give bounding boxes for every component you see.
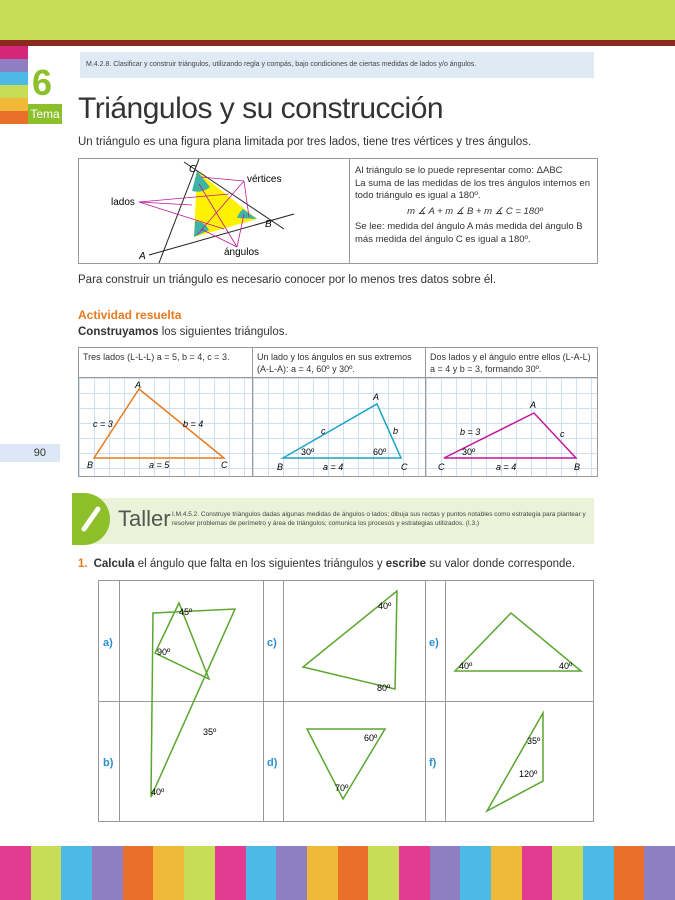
triangle-ala [253,378,426,476]
angle-a-2: 90º [157,647,171,657]
activity-cell-head: Un lado y los ángulos en sus extremos (A-L-A): a = 4, 60º y 30º. [253,348,425,378]
angle-d-1: 60º [364,733,378,743]
label-side-b: b [393,426,399,436]
top-color-bar [0,0,675,40]
angle-a-1: 45º [179,607,193,617]
item-label-c: c) [267,637,277,649]
item-label-f: f) [429,757,437,769]
exercise-mid: el ángulo que falta en los siguientes triángulos y [134,558,386,570]
exercise-end: su valor donde corresponde. [426,558,576,570]
grid-area [79,378,252,476]
activity-cell-head: Dos lados y el ángulo entre ellos (L-A-L) a = 4 y b = 3, formando 30º. [426,348,597,378]
item-label-d: d) [267,757,278,769]
label-vertex-c: C [438,462,445,472]
label-side-c: c = 3 [93,419,113,429]
triangle-diagram [79,159,349,263]
label-side-a: a = 4 [496,462,517,472]
activity-cell-head: Tres lados (L-L-L) a = 5, b = 4, c = 3. [79,348,252,378]
definition-line-3: Se lee: medida del ángulo A más medida del ángulo B más medida del ángulo C es igual a 180º. [355,221,583,245]
activity-table [78,347,598,477]
label-side-c: c [321,426,326,436]
item-label-e: e) [429,637,439,649]
taller-text: I.M.4.5.2. Construye triángulos dadas algunas medidas de ángulos o lados; dibuja sus rectas y puntos notables como estrategia para plantear y resolver problemas de perímetro y área de triángulos; comunica los procesos y estrategias utilizados. (I.3.) [172,511,586,527]
activity-cell-lal [426,348,597,476]
label-vertex-a: A [135,380,142,390]
angle-f-2: 120º [519,769,538,779]
triangle-lal [426,378,597,476]
tema-label: Tema [28,104,62,124]
color-stripes [0,46,28,124]
activity-cell-lll [79,348,253,476]
label-vertex-c: C [221,460,228,470]
activity-cell-ala [253,348,426,476]
pencil-icon [72,493,110,545]
top-divider [0,40,675,46]
label-angle-60: 60º [373,447,387,457]
diagram-vertex-a: A [139,251,146,262]
angle-b-1: 35º [203,727,217,737]
activity-subtitle-rest: los siguientes triángulos. [158,326,288,338]
diagram-label-lados: lados [111,197,135,208]
page-title: Triángulos y su construcción [78,92,444,125]
definition-divider [349,159,350,263]
definition-text [355,165,595,246]
activity-title: Actividad resuelta [78,308,182,322]
bottom-color-stripes [0,846,675,900]
exercise-number: 1. [78,558,88,570]
definition-line-1: Al triángulo se lo puede representar como: ΔABC [355,165,563,176]
exercise-instruction [78,558,575,570]
diagram-vertex-b: B [265,219,272,230]
page-number: 90 [0,444,60,462]
diagram-vertex-c: C [189,164,197,175]
construction-paragraph: Para construir un triángulo es necesario conocer por lo menos tres datos sobre él. [78,274,497,286]
label-vertex-b: B [574,462,581,472]
item-label-a: a) [103,637,113,649]
angle-e-2: 40º [559,661,573,671]
grid-area [253,378,425,476]
taller-icon [72,493,110,545]
activity-subtitle [78,326,288,338]
definition-box [78,158,598,264]
intro-text: Un triángulo es una figura plana limitada por tres lados, tiene tres vértices y tres ángulos. [78,136,532,148]
angle-e-1: 40º [459,661,473,671]
tema-number: 6 [32,62,53,103]
angle-f-1: 35º [527,736,541,746]
angle-b-2: 40º [151,787,165,797]
item-label-b: b) [103,757,114,769]
grid-area [426,378,597,476]
definition-formula: m ∡ A + m ∡ B + m ∡ C = 180º [407,205,543,217]
exercise-triangles [99,581,593,821]
label-vertex-c: C [401,462,408,472]
label-vertex-b: B [87,460,94,470]
label-vertex-a: A [373,392,380,402]
angle-c-1: 40º [378,601,392,611]
exercise-table [98,580,594,822]
curriculum-standard: M.4.2.8. Clasificar y construir triángulos, utilizando regla y compás, bajo condiciones de ciertas medidas de lados y/o ángulos. [80,52,594,78]
diagram-label-angulos: ángulos [224,247,260,258]
triangle-lll [79,378,253,476]
definition-line-2: La suma de las medidas de los tres ángulos internos en todo triángulo es igual a 180º. [355,177,590,201]
label-side-a: a = 5 [149,460,170,470]
label-vertex-a: A [530,400,537,410]
taller-label: Taller [118,506,171,531]
label-angle-30: 30º [301,447,315,457]
label-side-c: c [560,429,565,439]
label-angle-30: 30º [462,447,476,457]
label-vertex-b: B [277,462,284,472]
label-side-b: b = 3 [460,427,481,437]
exercise-bold-1: Calcula [93,558,135,570]
exercise-bold-2: escribe [385,558,427,570]
angle-d-2: 70º [335,783,349,793]
activity-subtitle-bold: Construyamos [78,326,159,338]
diagram-label-vertices: vértices [247,174,282,185]
angle-c-2: 80º [377,683,391,693]
label-side-b: b = 4 [183,419,204,429]
label-side-a: a = 4 [323,462,344,472]
